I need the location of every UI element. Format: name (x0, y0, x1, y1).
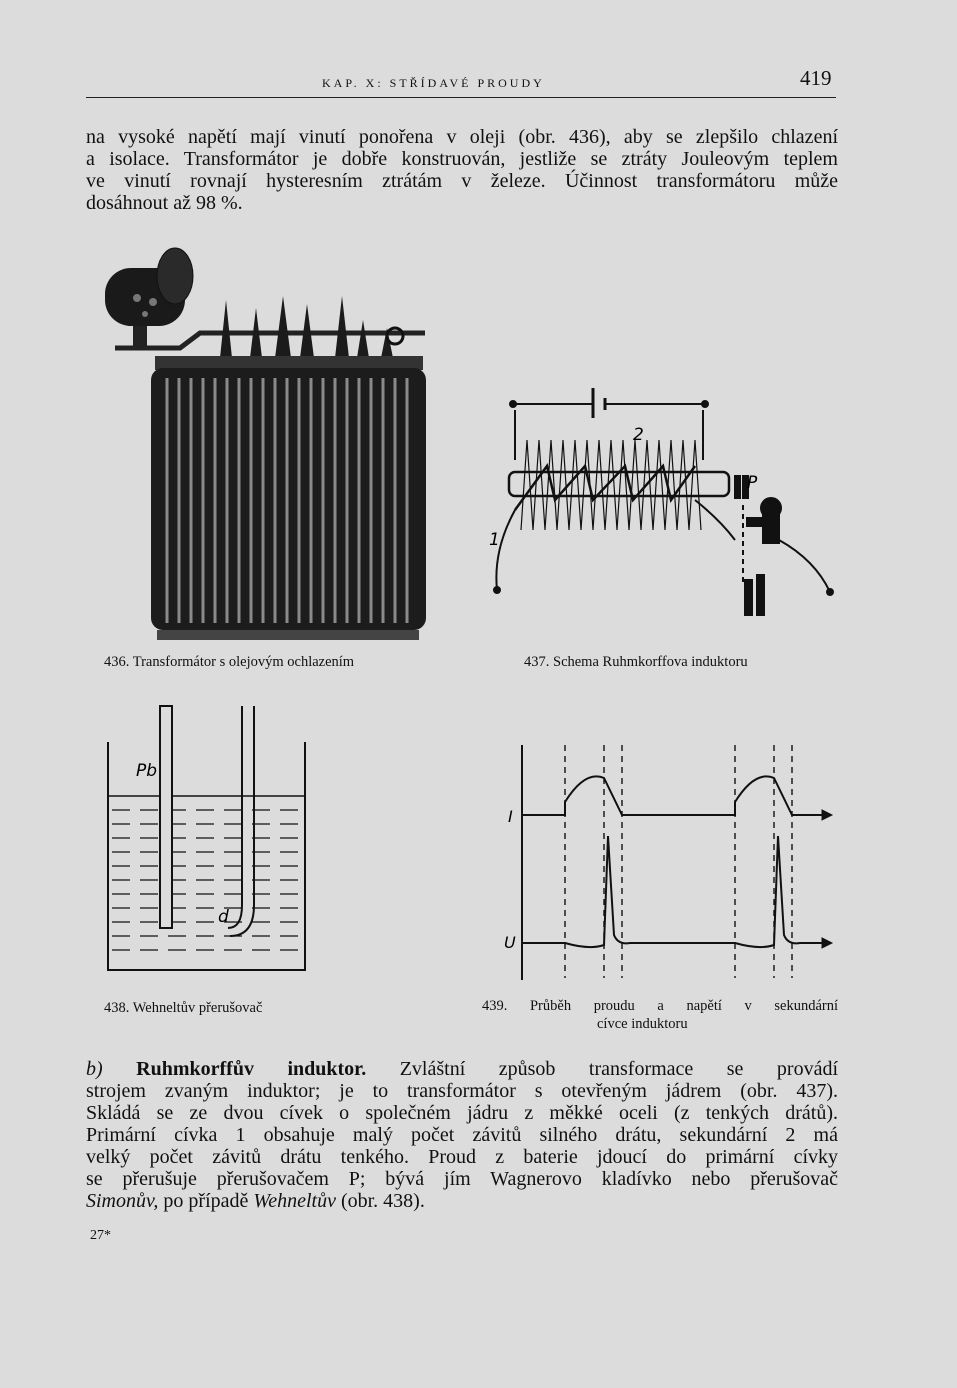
figure-437-schema (485, 380, 845, 635)
paragraph-intro (86, 126, 838, 214)
text-line: se přerušuje přerušovačem P; bývá jím Wagnerovo kladívko nebo přerušovač (86, 1168, 838, 1190)
text-run: po případě (158, 1190, 254, 1212)
page-number: 419 (800, 66, 832, 90)
label-secondary: 2 (633, 425, 644, 445)
tank-base (157, 630, 419, 640)
label-primary: 1 (489, 530, 500, 550)
label-lead: Pb (136, 761, 158, 781)
label-voltage: U (504, 933, 516, 952)
section-heading: Ruhmkorffův induktor. (136, 1058, 367, 1080)
caption-437: 437. Schema Ruhmkorffova induktoru (524, 654, 748, 670)
figure-439-waveform (500, 740, 835, 980)
text-line: velký počet závitů drátu tenkého. Proud z baterie jdoucí do primární cívky (86, 1146, 838, 1168)
name-simon: Simonův, (86, 1190, 159, 1212)
text-line: Skládá se ze dvou cívek o společném jádru z měkké oceli (z tenkých drátů). (86, 1102, 838, 1124)
tank-lid (155, 356, 423, 370)
label-interrupter: P (747, 473, 758, 493)
caption-439-line1: 439. Průběh proudu a napětí v sekundární (482, 998, 838, 1014)
caption-436: 436. Transformátor s olejovým ochlazením (104, 654, 355, 670)
text-line: Primární cívka 1 obsahuje malý počet závitů silného drátu, sekundární 2 má (86, 1124, 838, 1146)
text-line: ve vinutí rovnají hysteresním ztrátám v železe. Účinnost transformátoru může (86, 170, 838, 192)
text-run: (obr. 438). (335, 1190, 425, 1212)
text-line: strojem zvaným induktor; je to transformátor s otevřeným jádrem (obr. 437). (86, 1080, 838, 1102)
text-line (86, 1190, 838, 1212)
text-line: a isolace. Transformátor je dobře konstruován, jestliže se ztráty Jouleovým teplem (86, 148, 838, 170)
cooling-fins (167, 378, 407, 623)
caption-438: 438. Wehneltův přerušovač (104, 1000, 263, 1016)
label-current: I (508, 807, 513, 826)
bushings (220, 296, 403, 358)
label-wire: d (218, 907, 229, 927)
signature-mark: 27* (90, 1228, 111, 1243)
figure-436-transformer (95, 238, 440, 648)
caption-439-line2: cívce induktoru (597, 1016, 688, 1032)
text-line (86, 1058, 838, 1080)
running-head: KAP. X: STŘÍDAVÉ PROUDY (322, 76, 545, 90)
text-run: Zvláštní způsob transformace se provádí (399, 1058, 839, 1080)
figure-438-wehnelt (100, 700, 315, 980)
text-line: dosáhnout až 98 %. (86, 192, 243, 214)
section-label: b) (86, 1058, 103, 1080)
paragraph-ruhmkorff (86, 1058, 838, 1212)
conservator-tank (105, 248, 425, 348)
header-rule (86, 97, 836, 98)
text-line: na vysoké napětí mají vinutí ponořena v oleji (obr. 436), aby se zlepšilo chlazení (86, 126, 838, 148)
name-wehnelt: Wehneltův (253, 1190, 336, 1212)
